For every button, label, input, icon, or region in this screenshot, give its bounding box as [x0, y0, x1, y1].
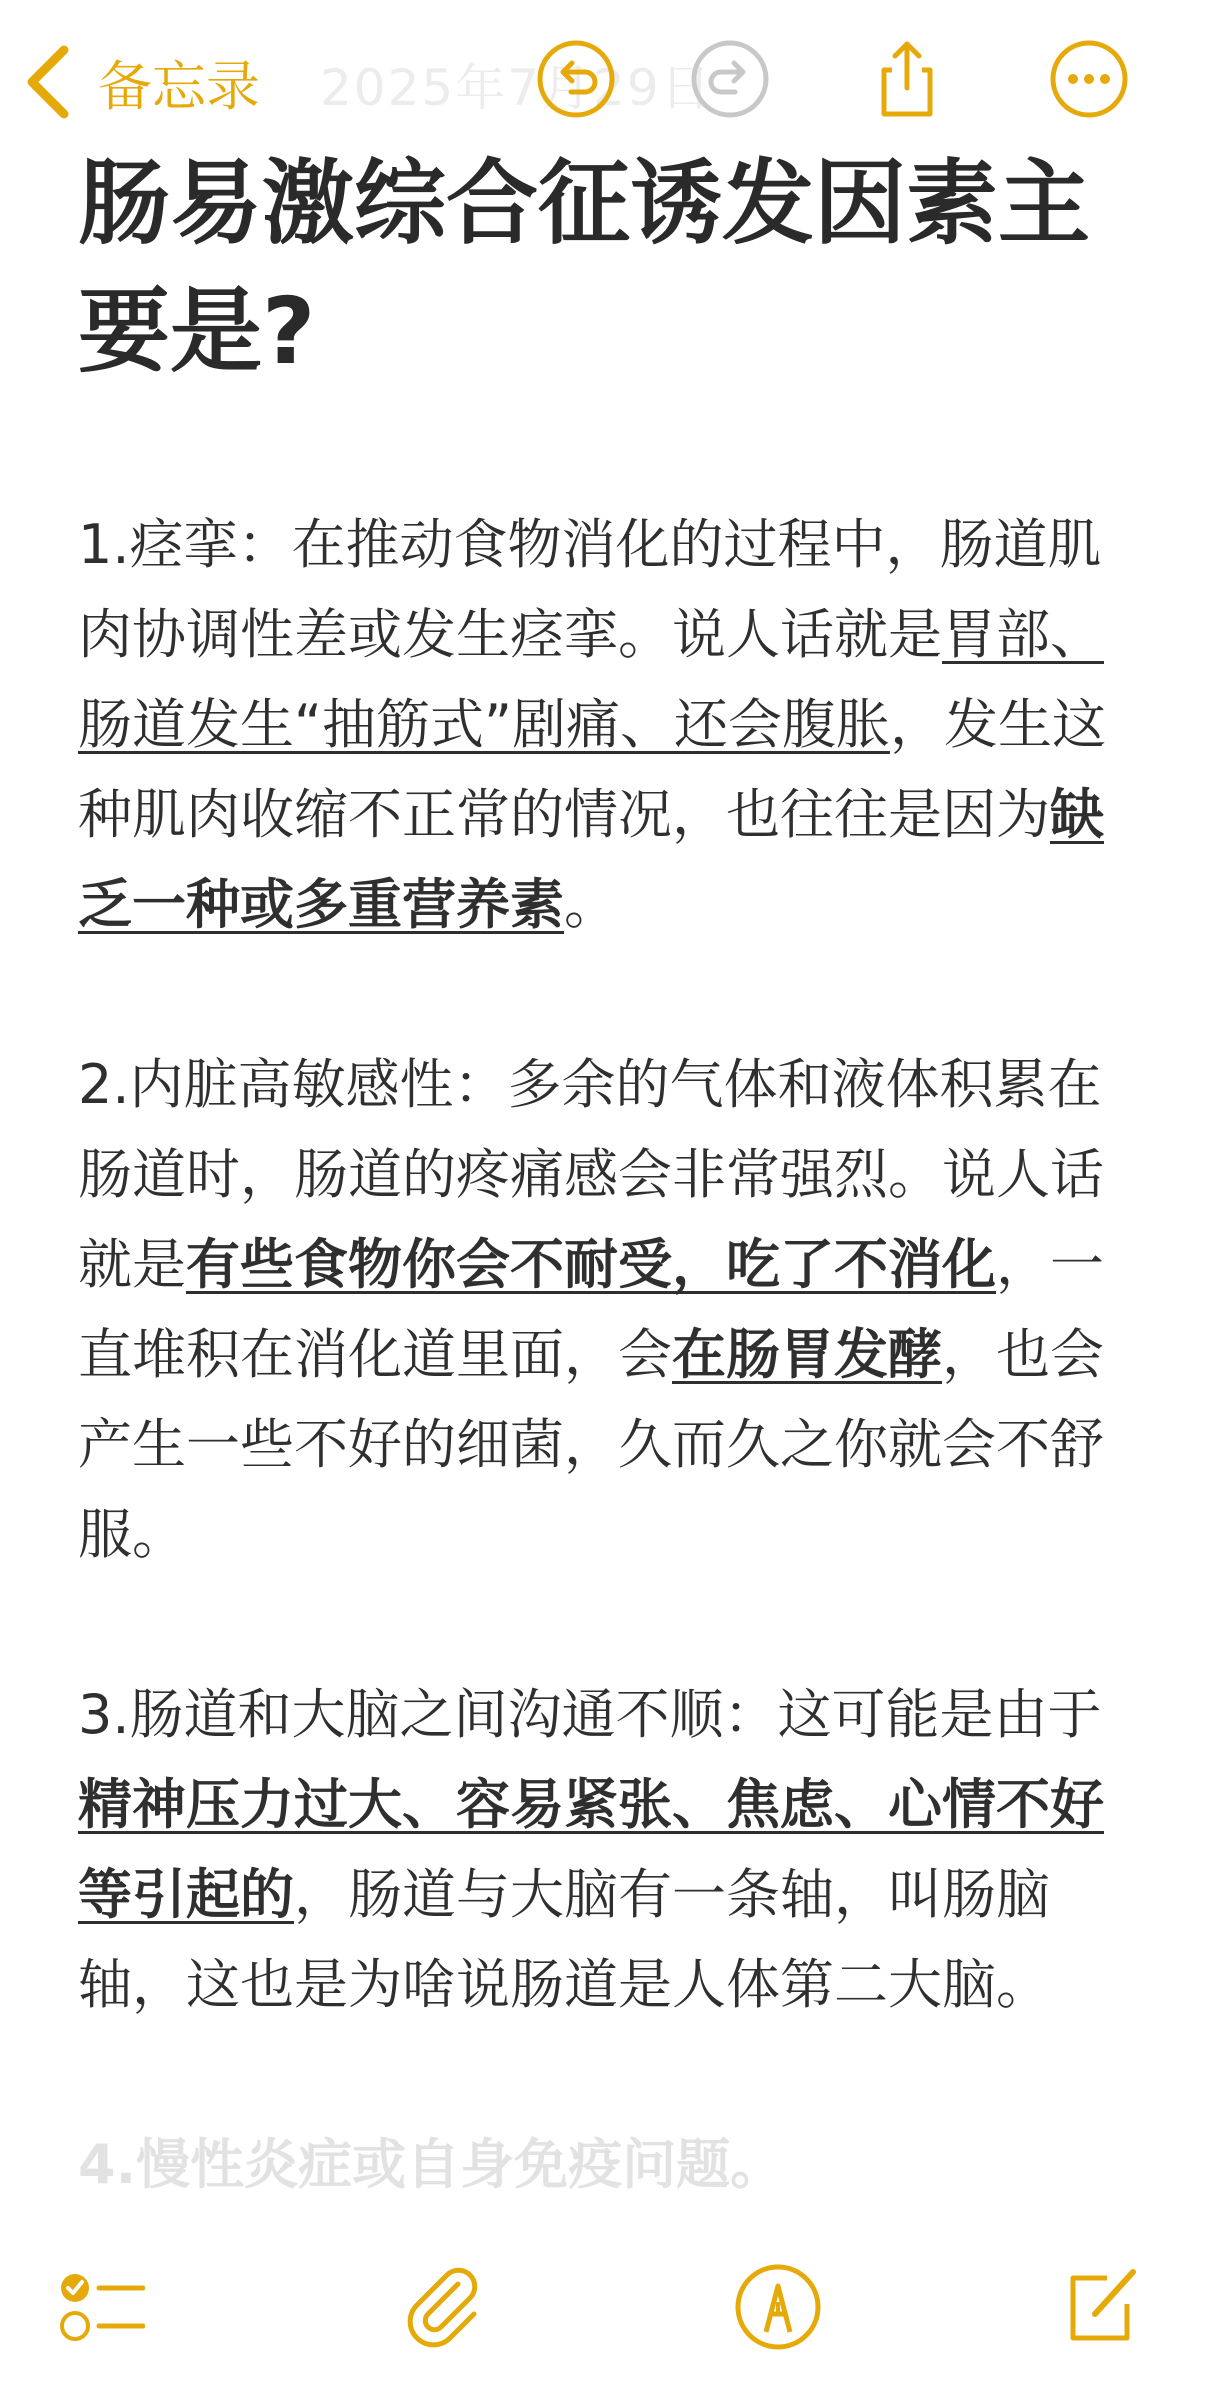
- undo-button[interactable]: [535, 38, 617, 120]
- bold-text: 缺乏一种或多重营养素: [78, 783, 1104, 936]
- compose-button[interactable]: [1055, 2262, 1145, 2352]
- bold-text: 在肠胃发酵: [672, 1323, 942, 1386]
- text: ，发生这种肌肉收缩不正常的情况，也往往是因为: [78, 693, 1106, 846]
- text: ，一直堆积在消化道里面，会: [78, 1233, 1104, 1386]
- text: 1.痉挛：在推动食物消化的过程中，肠道肌肉协调性差或发生痉挛。说人话就是: [78, 513, 1102, 666]
- markup-button[interactable]: [733, 2262, 823, 2352]
- paragraph-3: [78, 1670, 1138, 2030]
- text: ，肠道与大脑有一条轴，叫肠脑轴，这也是为啥说肠道是人体第二大脑。: [78, 1863, 1050, 2016]
- bottom-toolbar: [0, 2240, 1206, 2370]
- text: 2.内脏高敏感性：多余的气体和液体积累在肠道时，肠道的疼痛感会非常强烈。说人话就是: [78, 1053, 1104, 1296]
- back-label: 备忘录: [98, 54, 260, 118]
- text: ，也会产生一些不好的细菌，久而久之你就会不舒服。: [78, 1323, 1104, 1566]
- redo-icon: [689, 38, 771, 120]
- bold-text: 有些食物你会不耐受，吃了不消化: [186, 1233, 996, 1296]
- bold-underlined-text: [186, 1233, 996, 1296]
- checklist-button[interactable]: [55, 2262, 145, 2352]
- note-title[interactable]: 肠易激综合征诱发因素主要是?: [78, 150, 1091, 385]
- redo-button[interactable]: [689, 38, 771, 120]
- paragraph-1: [78, 500, 1138, 950]
- more-button[interactable]: [1048, 38, 1130, 120]
- bold-text: 精神压力过大、容易紧张、焦虑、心情不好等引起的: [78, 1773, 1104, 1926]
- note-date: 2025年7月29日: [320, 59, 713, 117]
- share-button[interactable]: [866, 38, 948, 120]
- paperclip-icon: [398, 2262, 488, 2352]
- note-body[interactable]: [78, 500, 1138, 2300]
- chevron-left-icon: [22, 42, 76, 122]
- share-icon: [866, 38, 948, 120]
- undo-icon: [535, 38, 617, 120]
- more-icon: [1048, 38, 1130, 120]
- compose-icon: [1055, 2262, 1145, 2352]
- text: 。: [564, 873, 618, 936]
- back-button[interactable]: [22, 42, 260, 122]
- attach-button[interactable]: [398, 2262, 488, 2352]
- paragraph-4: 4.慢性炎症或自身免疫问题。: [78, 2133, 785, 2196]
- bold-underlined-text: [672, 1323, 942, 1386]
- top-toolbar: [0, 0, 1206, 150]
- checklist-icon: [55, 2262, 145, 2352]
- text: 3.肠道和大脑之间沟通不顺：这可能是由于: [78, 1683, 1102, 1746]
- underlined-text: 胃部、肠道发生“抽筋式”剧痛、还会腹胀: [78, 603, 1104, 756]
- markup-pen-icon: [733, 2262, 823, 2352]
- paragraph-2: [78, 1040, 1138, 1580]
